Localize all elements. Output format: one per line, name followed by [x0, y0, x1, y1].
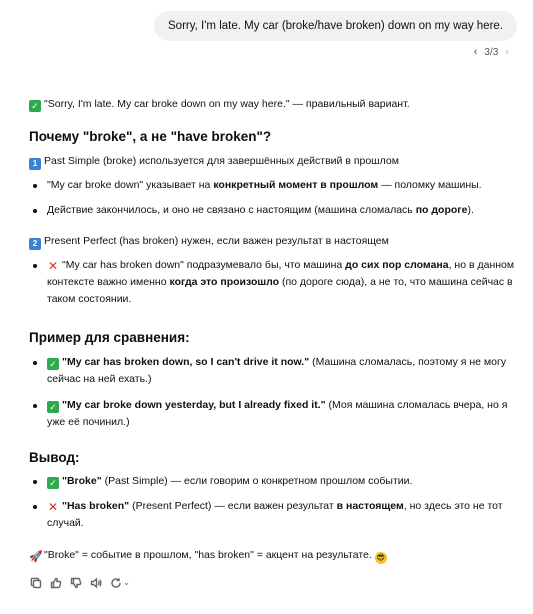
section2-list: [29, 257, 517, 308]
intro-line: ✓ "Sorry, I'm late. My car broke down on my way here." — правильный вариант.: [29, 96, 410, 113]
speaker-icon[interactable]: [89, 576, 102, 589]
regenerate-icon[interactable]: [109, 576, 131, 589]
cross-mark-icon: ✕: [47, 259, 59, 273]
section1-list: [29, 177, 517, 219]
conclusion-list: [29, 473, 517, 532]
thumbs-down-icon[interactable]: [69, 576, 82, 589]
next-response-chevron-icon[interactable]: ›: [505, 46, 509, 58]
check-icon: ✓: [47, 401, 59, 413]
final-line: 🚀"Broke" = событие в прошлом, "has broken" = акцент на результате. 😎: [29, 549, 385, 563]
list-item: Действие закончилось, и оно не связано с настоящим (машина сломалась по дороге).: [29, 202, 517, 219]
list-item: ✓ "My car broke down yesterday, but I already fixed it." (Моя машина сломалась вчера, но я уже её починил.): [29, 397, 517, 431]
chevron-down-icon[interactable]: ⌄: [122, 577, 131, 587]
list-item: ✓ "My car has broken down, so I can't drive it now." (Машина сломалась, поэтому я не могу сейчас на ней ехать.): [29, 354, 517, 388]
section1-title: 1 Past Simple (broke) используется для завершённых действий в прошлом: [29, 153, 399, 170]
sunglasses-face-icon: 😎: [376, 553, 385, 562]
check-icon: ✓: [47, 358, 59, 370]
heading-conclusion: Вывод:: [29, 450, 80, 465]
user-message-bubble: Sorry, I'm late. My car (broke/have broken) down on my way here.: [154, 11, 517, 41]
response-pager: [474, 46, 509, 58]
message-actions: [29, 576, 131, 589]
pager-count: 3/3: [484, 46, 499, 58]
keycap-one-icon: 1: [29, 158, 41, 170]
keycap-two-icon: 2: [29, 238, 41, 250]
list-item: ✓ "Broke" (Past Simple) — если говорим о конкретном прошлом событии.: [29, 473, 517, 490]
list-item: ✕ "My car has broken down" подразумевало бы, что машина до сих пор сломана, но в данном контексте важно именно когда это произошло (по дороге сюда), а не то, что машина сейчас в таком состоянии.: [29, 257, 517, 308]
thumbs-up-icon[interactable]: [49, 576, 62, 589]
copy-icon[interactable]: [29, 576, 42, 589]
check-icon: ✓: [29, 100, 41, 112]
list-item: "My car broke down" указывает на конкретный момент в прошлом — поломку машины.: [29, 177, 517, 194]
list-item: ✕ "Has broken" (Present Perfect) — если важен результат в настоящем, но здесь это не тот случай.: [29, 498, 517, 532]
rocket-icon: 🚀: [29, 551, 43, 563]
heading-example: Пример для сравнения:: [29, 330, 190, 345]
check-icon: ✓: [47, 477, 59, 489]
heading-why: Почему "broke", а не "have broken"?: [29, 129, 272, 144]
example-list: [29, 354, 517, 431]
section2-title: 2 Present Perfect (has broken) нужен, если важен результат в настоящем: [29, 233, 389, 250]
previous-response-chevron-icon[interactable]: ‹: [473, 46, 478, 58]
cross-mark-icon: ✕: [47, 500, 59, 514]
